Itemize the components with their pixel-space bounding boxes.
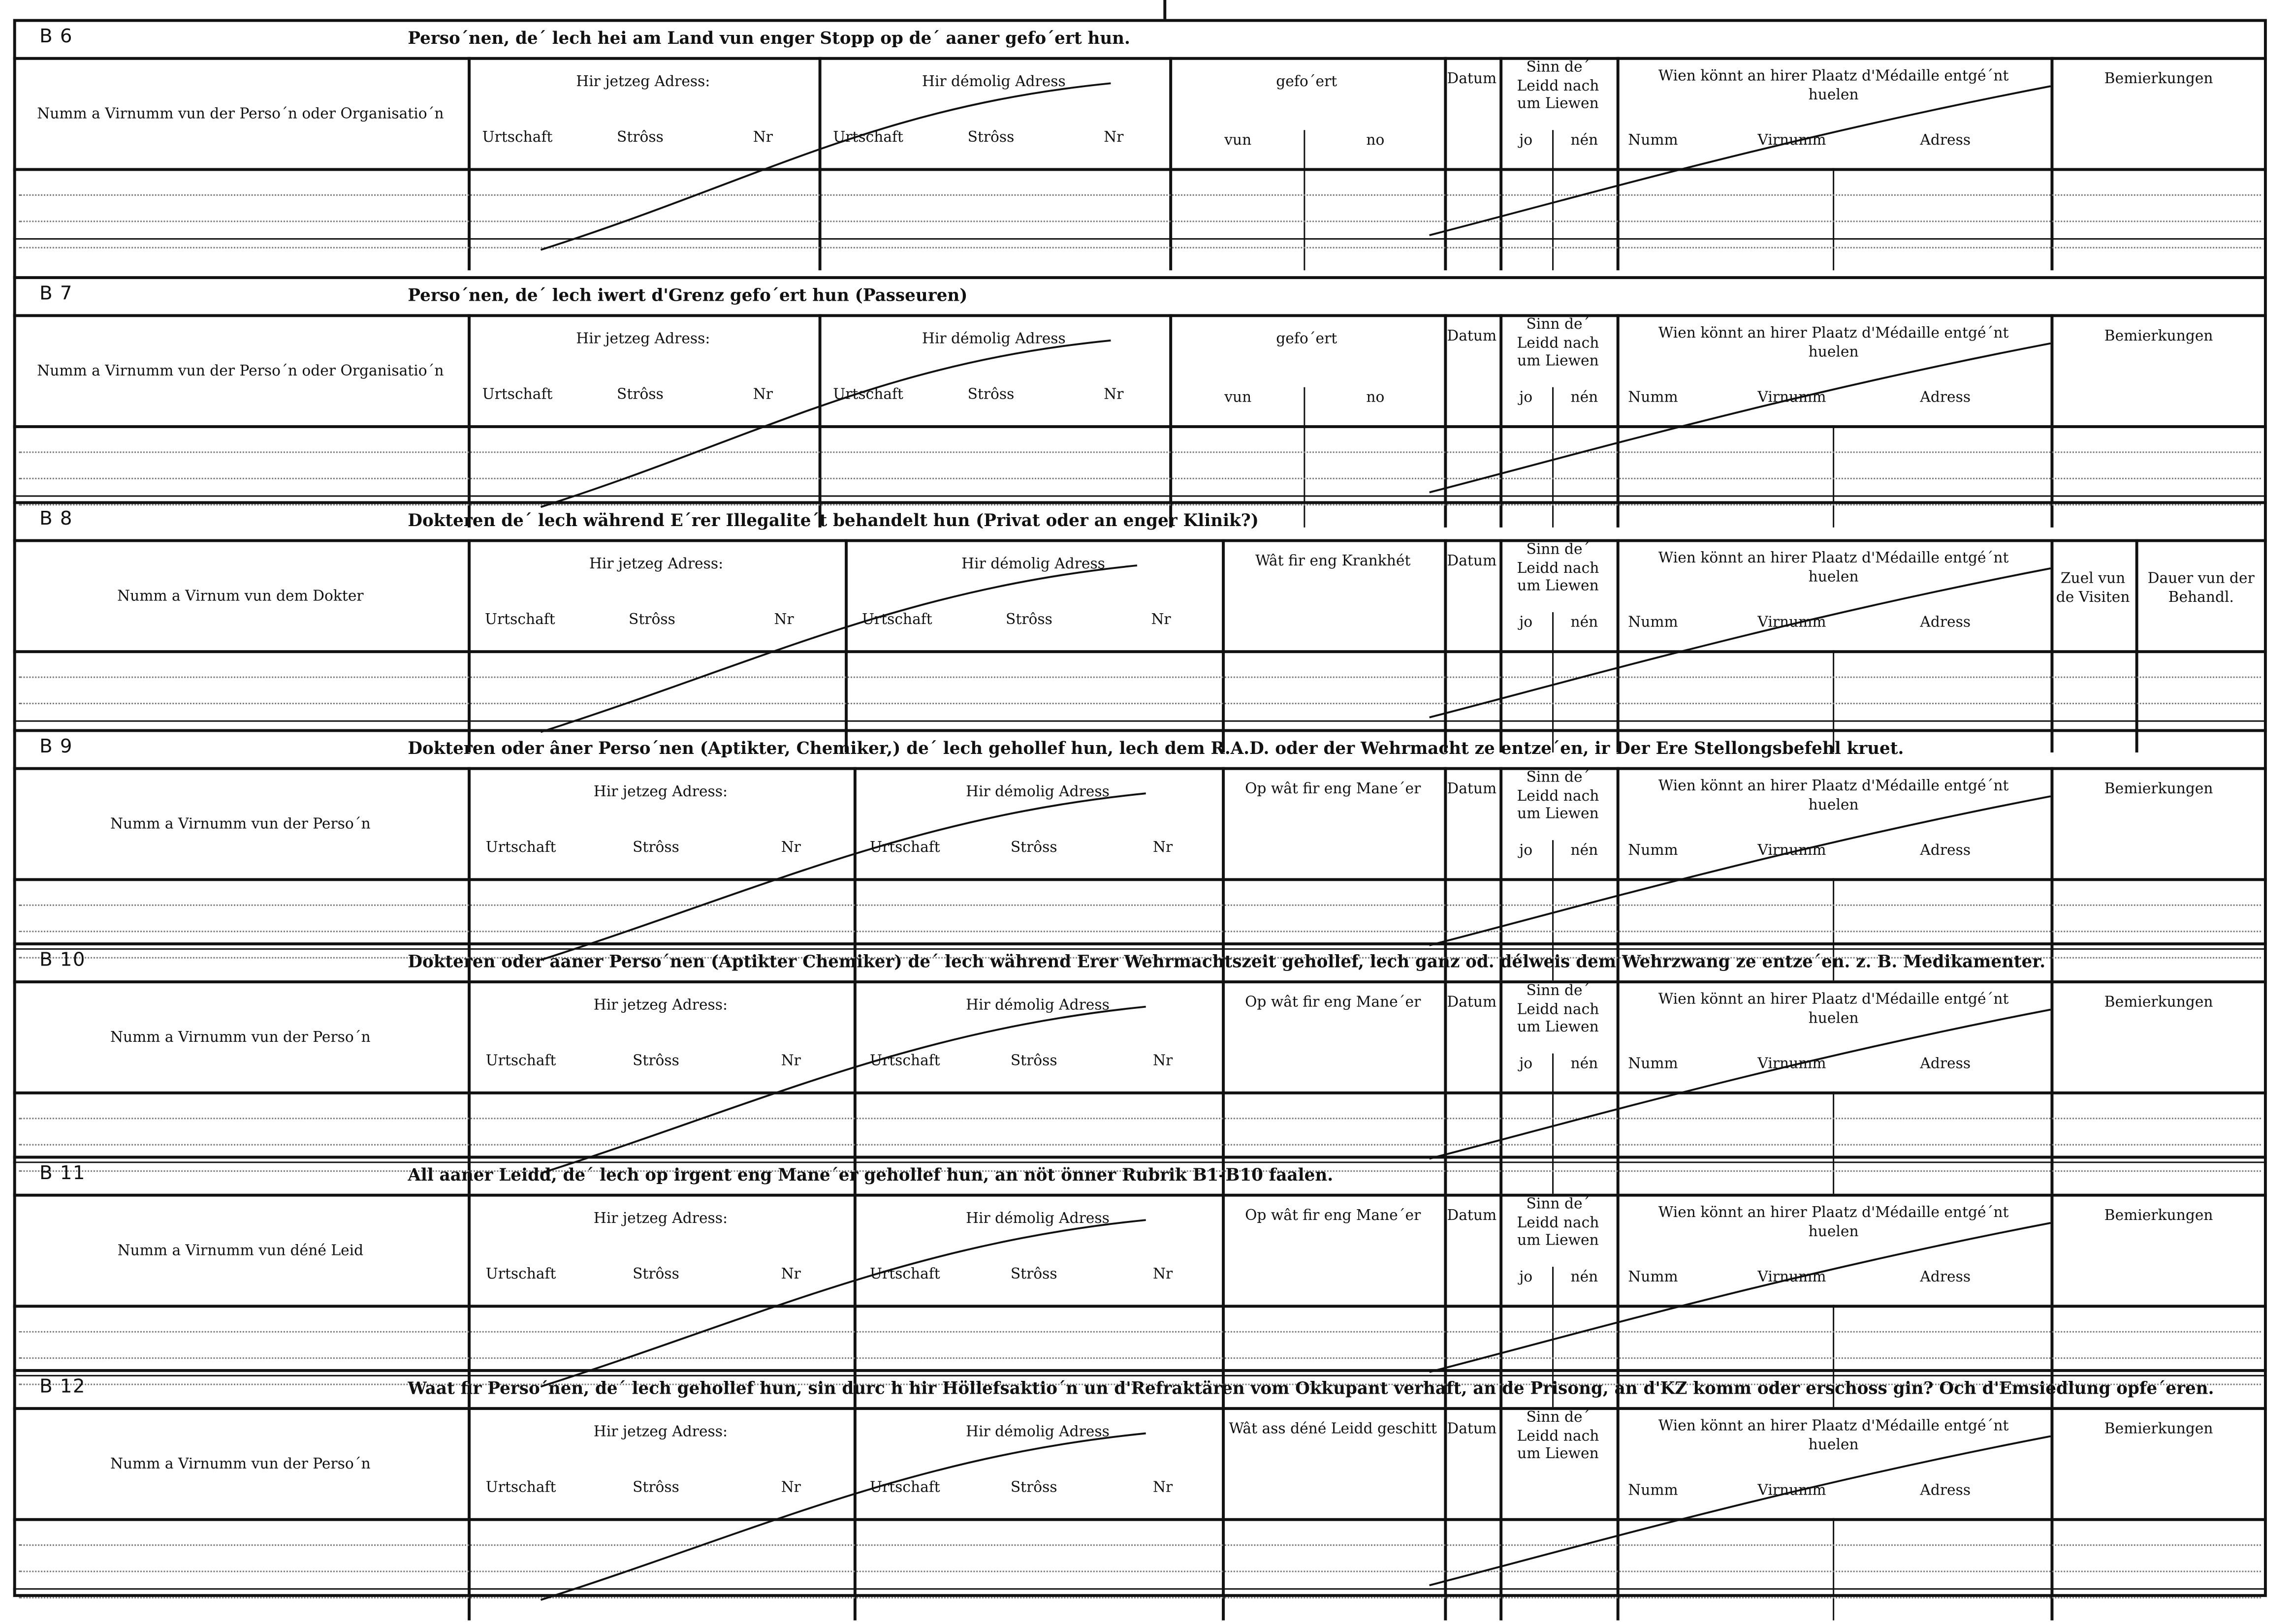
current-address-sub-1: Strôss (633, 840, 679, 856)
current-address-sub-0: Urtschaft (482, 130, 553, 146)
entry-dotted-line (19, 451, 2261, 453)
section-bottom-rule (13, 238, 2267, 240)
section-title: Dokteren de´ lech während E´rer Illegalite´t behandelt hun (Privat oder an enger Klinik?) (408, 510, 1259, 531)
former-address-header: Hir démolig Adress (966, 784, 1110, 801)
alive-yes: jo (1519, 1270, 1533, 1286)
section-title: Perso´nen, de´ lech iwert d'Grenz gefo´ert hun (Passeuren) (408, 284, 968, 306)
section-bottom-rule (13, 1588, 2267, 1590)
entry-dotted-line (19, 194, 2261, 196)
entry-dotted-line (19, 703, 2261, 704)
section-heading (13, 276, 2267, 314)
alive-header: Sinn de´ Leidd nach um Liewen (1517, 983, 1599, 1036)
former-address-sub-1: Strôss (967, 130, 1015, 146)
former-address-sub-0: Urtschaft (833, 387, 903, 404)
header-top-rule (13, 314, 2267, 317)
date-header: Datum (1447, 781, 1497, 798)
section-heading (13, 1369, 2267, 1407)
medal-address: Adress (1920, 843, 1971, 859)
current-address-sub-1: Strôss (633, 1267, 679, 1283)
middle-column-header: Op wât fir eng Mane´er (1245, 781, 1421, 798)
section-top-rule (13, 942, 2267, 945)
current-address-header: Hir jetzeg Adress: (593, 1211, 728, 1227)
name-column-header: Numm a Virnumm vun der Perso´n oder Organisatio´n (37, 106, 444, 123)
strike-line-address (541, 1434, 1146, 1600)
current-address-header: Hir jetzeg Adress: (576, 74, 710, 91)
column-rule (1499, 57, 1502, 270)
name-column-header: Numm a Virnumm vun der Perso´n oder Organisatio´n (37, 364, 444, 380)
current-address-sub-0: Urtschaft (484, 612, 555, 628)
current-address-sub-1: Strôss (617, 130, 664, 146)
strike-line-address (541, 1220, 1146, 1386)
section-b12 (13, 1369, 2267, 1588)
current-address-header: Hir jetzeg Adress: (576, 331, 710, 348)
name-column-header: Numm a Virnumm vun der Perso´n (110, 1457, 371, 1473)
middle-column-header: Wât ass déné Leidd geschitt (1229, 1421, 1437, 1438)
sub-column-rule (1304, 130, 1305, 270)
medal-firstname: Virnumm (1757, 133, 1826, 149)
current-address-sub-1: Strôss (617, 387, 664, 404)
medal-name: Numm (1628, 1056, 1678, 1073)
medal-header: Wien könnt an hirer Plaatz d'Médaille entgé´nt huelen (1658, 992, 2009, 1027)
strike-line-address (541, 1007, 1146, 1173)
former-address-header: Hir démolig Adress (966, 1424, 1110, 1441)
former-address-sub-0: Urtschaft (833, 130, 903, 146)
header-bottom-rule (13, 878, 2267, 881)
remarks-header: Bemierkungen (2104, 1421, 2213, 1438)
column-rule (1499, 1407, 1502, 1620)
duration-header: Dauer vun der Behandl. (2147, 571, 2255, 606)
section-top-rule (13, 501, 2267, 504)
section-top-rule (13, 729, 2267, 732)
current-address-sub-1: Strôss (633, 1480, 679, 1497)
entry-dotted-line (19, 1331, 2261, 1333)
entry-dotted-line (19, 1357, 2261, 1359)
middle-column-header: Op wât fir eng Mane´er (1245, 1208, 1421, 1225)
current-address-sub-0: Urtschaft (485, 1267, 556, 1283)
medal-name: Numm (1628, 133, 1678, 149)
medal-name: Numm (1628, 1270, 1678, 1286)
transported-header: gefo´ert (1276, 74, 1337, 91)
remarks-header: Bemierkungen (2104, 1208, 2213, 1225)
former-address-sub-1: Strôss (967, 387, 1015, 404)
alive-yes: jo (1519, 615, 1533, 631)
alive-header: Sinn de´ Leidd nach um Liewen (1517, 60, 1599, 113)
strike-line-address (541, 565, 1137, 732)
section-heading (13, 1156, 2267, 1193)
former-address-sub-0: Urtschaft (869, 1267, 940, 1283)
alive-yes: jo (1519, 1056, 1533, 1073)
section-b10 (13, 942, 2267, 1161)
medal-header: Wien könnt an hirer Plaatz d'Médaille entgé´nt huelen (1658, 68, 2009, 103)
medal-name: Numm (1628, 390, 1678, 406)
date-header: Datum (1447, 995, 1497, 1011)
alive-header: Sinn de´ Leidd nach um Liewen (1517, 1410, 1599, 1463)
former-address-header: Hir démolig Adress (966, 1211, 1110, 1227)
name-column-header: Numm a Virnum vun dem Dokter (117, 589, 364, 605)
column-rule (1617, 314, 1620, 527)
top-tick-mark (1163, 0, 1166, 19)
section-code: B 9 (39, 736, 73, 758)
section-title: Dokteren oder âner Perso´nen (Aptikter, Chemiker,) de´ lech gehollef hun, lech dem R.A.D. oder der Wehrmacht ze entze´en, ir Der Ere Stellongsbefehl kruet. (408, 738, 1904, 758)
current-address-sub-0: Urtschaft (482, 387, 553, 404)
entry-dotted-line (19, 677, 2261, 678)
section-title: Dokteren oder aaner Perso´nen (Aptikter Chemiker) de´ lech während Erer Wehrmachtszeit gehollef, lech ganz od. délweis dem Wehrzwang ze entze´en. z. B. Medikamenter. (408, 951, 2046, 972)
current-address-sub-2: Nr (781, 1267, 801, 1283)
alive-no: nén (1570, 133, 1598, 149)
header-bottom-rule (13, 1518, 2267, 1521)
current-address-sub-2: Nr (781, 840, 801, 856)
column-rule (1499, 314, 1502, 527)
remarks-header: Bemierkungen (2104, 995, 2213, 1011)
medal-name: Numm (1628, 615, 1678, 631)
name-column-header: Numm a Virnumm vun der Perso´n (110, 816, 371, 833)
date-header: Datum (1447, 1208, 1497, 1225)
alive-yes: jo (1519, 390, 1533, 406)
header-top-rule (13, 57, 2267, 60)
former-address-sub-1: Strôss (1006, 612, 1052, 628)
date-header: Datum (1447, 329, 1497, 345)
section-title: Perso´nen, de´ lech hei am Land vun enger Stopp op de´ aaner gefo´ert hun. (408, 28, 1130, 48)
remarks-header: Bemierkungen (2104, 329, 2213, 345)
alive-no: nén (1570, 843, 1598, 859)
alive-header: Sinn de´ Leidd nach um Liewen (1517, 770, 1599, 823)
medal-address: Adress (1920, 1483, 1971, 1499)
current-address-sub-0: Urtschaft (485, 1053, 556, 1070)
middle-column-header: Wât fir eng Krankhét (1255, 554, 1411, 570)
entry-dotted-line (19, 220, 2261, 222)
entry-dotted-line (19, 247, 2261, 249)
entry-dotted-line (19, 1118, 2261, 1119)
section-b11 (13, 1156, 2267, 1374)
former-address-sub-0: Urtschaft (869, 1053, 940, 1070)
medal-firstname: Virnumm (1757, 390, 1826, 406)
date-header: Datum (1447, 1421, 1497, 1438)
section-heading (13, 729, 2267, 767)
strike-line-address (541, 83, 1111, 250)
current-address-sub-2: Nr (753, 387, 773, 404)
current-address-header: Hir jetzeg Adress: (593, 1424, 728, 1441)
column-rule (1499, 539, 1502, 752)
column-rule (1617, 1407, 1620, 1620)
strike-line-address (541, 341, 1111, 507)
former-address-sub-2: Nr (1104, 130, 1124, 146)
alive-header: Sinn de´ Leidd nach um Liewen (1517, 542, 1599, 595)
alive-no: nén (1570, 1056, 1598, 1073)
medal-firstname: Virnumm (1757, 615, 1826, 631)
section-b6 (13, 19, 2267, 238)
former-address-sub-2: Nr (1104, 387, 1124, 404)
sub-column-rule (1552, 130, 1554, 270)
medal-address: Adress (1920, 1056, 1971, 1073)
current-address-header: Hir jetzeg Adress: (589, 557, 724, 573)
medal-address: Adress (1920, 390, 1971, 406)
remarks-header: Bemierkungen (2104, 781, 2213, 798)
current-address-sub-2: Nr (781, 1053, 801, 1070)
medal-firstname: Virnumm (1757, 1270, 1826, 1286)
section-top-rule (13, 1156, 2267, 1158)
former-address-sub-2: Nr (1153, 840, 1173, 856)
transported-to: no (1366, 133, 1385, 149)
entry-dotted-line (19, 478, 2261, 479)
former-address-sub-1: Strôss (1010, 1480, 1057, 1497)
transported-from: vun (1224, 133, 1252, 149)
former-address-header: Hir démolig Adress (922, 331, 1066, 348)
section-bottom-rule (13, 495, 2267, 497)
section-b7 (13, 276, 2267, 495)
former-address-sub-2: Nr (1151, 612, 1171, 628)
former-address-sub-2: Nr (1153, 1480, 1173, 1497)
header-bottom-rule (13, 1092, 2267, 1094)
name-column-header: Numm a Virnumm vun déné Leid (117, 1243, 364, 1260)
section-title: All aaner Leidd, de´ lech op irgent eng Mane´er gehollef hun, an nöt önner Rubrik B1-B10 faalen. (408, 1164, 1334, 1185)
medal-firstname: Virnumm (1757, 843, 1826, 859)
section-code: B 10 (39, 949, 86, 972)
section-heading (13, 942, 2267, 980)
middle-column-header: Op wât fir eng Mane´er (1245, 995, 1421, 1011)
header-top-rule (13, 980, 2267, 983)
section-code: B 12 (39, 1376, 86, 1399)
alive-header: Sinn de´ Leidd nach um Liewen (1517, 317, 1599, 370)
section-top-rule (13, 276, 2267, 279)
former-address-sub-1: Strôss (1010, 1053, 1057, 1070)
medal-header: Wien könnt an hirer Plaatz d'Médaille entgé´nt huelen (1658, 1205, 2009, 1240)
current-address-sub-1: Strôss (633, 1053, 679, 1070)
medal-address: Adress (1920, 133, 1971, 149)
section-heading (13, 501, 2267, 539)
former-address-sub-1: Strôss (1010, 1267, 1057, 1283)
header-bottom-rule (13, 1305, 2267, 1308)
current-address-sub-0: Urtschaft (485, 840, 556, 856)
section-heading (13, 19, 2267, 57)
remarks-header: Bemierkungen (2104, 71, 2213, 88)
alive-header: Sinn de´ Leidd nach um Liewen (1517, 1196, 1599, 1249)
medal-address: Adress (1920, 615, 1971, 631)
current-address-sub-0: Urtschaft (485, 1480, 556, 1497)
header-bottom-rule (13, 168, 2267, 171)
transported-to: no (1366, 390, 1385, 406)
entry-dotted-line (19, 1597, 2261, 1598)
medal-header: Wien könnt an hirer Plaatz d'Médaille entgé´nt huelen (1658, 779, 2009, 813)
column-rule (1617, 539, 1620, 752)
former-address-sub-2: Nr (1153, 1053, 1173, 1070)
medal-address: Adress (1920, 1270, 1971, 1286)
section-bottom-rule (13, 720, 2267, 722)
sub-column-rule (1833, 168, 1834, 270)
section-code: B 6 (39, 26, 73, 48)
former-address-sub-2: Nr (1153, 1267, 1173, 1283)
section-b9 (13, 729, 2267, 948)
medal-header: Wien könnt an hirer Plaatz d'Médaille entgé´nt huelen (1658, 326, 2009, 360)
alive-yes: jo (1519, 843, 1533, 859)
current-address-sub-2: Nr (753, 130, 773, 146)
former-address-header: Hir démolig Adress (966, 998, 1110, 1014)
alive-no: nén (1570, 390, 1598, 406)
entry-dotted-line (19, 1144, 2261, 1146)
header-top-rule (13, 539, 2267, 542)
section-code: B 8 (39, 508, 73, 531)
header-bottom-rule (13, 425, 2267, 428)
current-address-header: Hir jetzeg Adress: (593, 784, 728, 801)
transported-from: vun (1224, 390, 1252, 406)
visits-header: Zuel vun de Visiten (2056, 571, 2130, 606)
current-address-header: Hir jetzeg Adress: (593, 998, 728, 1014)
former-address-sub-1: Strôss (1010, 840, 1057, 856)
medal-firstname: Virnumm (1757, 1483, 1826, 1499)
alive-no: nén (1570, 615, 1598, 631)
current-address-sub-2: Nr (774, 612, 794, 628)
medal-firstname: Virnumm (1757, 1056, 1826, 1073)
alive-no: nén (1570, 1270, 1598, 1286)
section-title: Waat fir Perso´nen, de´ lech gehollef hun, sin durc h hir Höllefsaktio´n un d'Refraktären vom Okkupant verhaft, an de Prisong, an d'KZ komm oder erschoss gin? Och d'Emsiedlung opfe´eren. (408, 1377, 2214, 1399)
former-address-header: Hir démolig Adress (922, 74, 1066, 91)
current-address-sub-1: Strôss (629, 612, 675, 628)
former-address-sub-0: Urtschaft (861, 612, 932, 628)
header-bottom-rule (13, 650, 2267, 653)
current-address-sub-2: Nr (781, 1480, 801, 1497)
header-top-rule (13, 1407, 2267, 1410)
sub-column-rule (1833, 1518, 1834, 1621)
transported-header: gefo´ert (1276, 331, 1337, 348)
former-address-sub-0: Urtschaft (869, 840, 940, 856)
section-b8 (13, 501, 2267, 720)
entry-dotted-line (19, 1544, 2261, 1546)
alive-yes: jo (1519, 133, 1533, 149)
medal-header: Wien könnt an hirer Plaatz d'Médaille entgé´nt huelen (1658, 1418, 2009, 1453)
entry-dotted-line (19, 1571, 2261, 1572)
medal-name: Numm (1628, 843, 1678, 859)
name-column-header: Numm a Virnumm vun der Perso´n (110, 1030, 371, 1046)
header-top-rule (13, 1194, 2267, 1197)
date-header: Datum (1447, 554, 1497, 570)
section-code: B 11 (39, 1163, 86, 1185)
header-top-rule (13, 767, 2267, 770)
entry-dotted-line (19, 905, 2261, 906)
medal-header: Wien könnt an hirer Plaatz d'Médaille entgé´nt huelen (1658, 551, 2009, 586)
column-rule (1617, 57, 1620, 270)
strike-line-address (541, 793, 1146, 960)
former-address-header: Hir démolig Adress (961, 557, 1105, 573)
entry-dotted-line (19, 931, 2261, 932)
section-top-rule (13, 1369, 2267, 1372)
section-code: B 7 (39, 283, 73, 306)
medal-name: Numm (1628, 1483, 1678, 1499)
date-header: Datum (1447, 71, 1497, 88)
former-address-sub-0: Urtschaft (869, 1480, 940, 1497)
